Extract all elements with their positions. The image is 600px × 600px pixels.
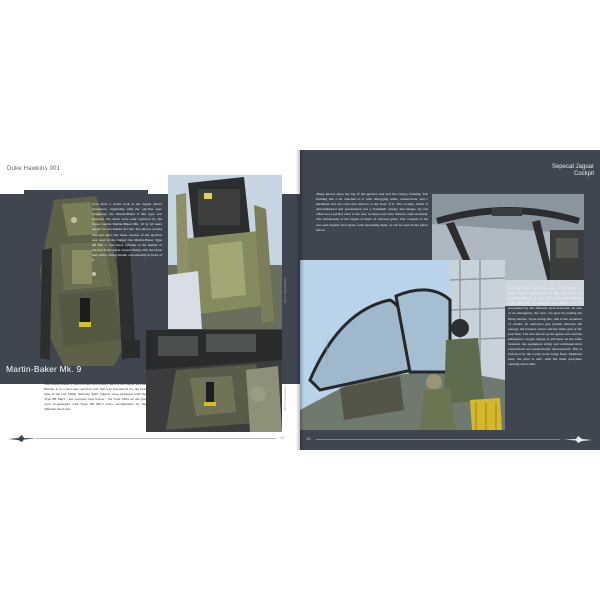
seat-description-paragraph: The Martin-Baker 9 ejection seat was mainly used in the Jaguar and the Harrier. It is a zero-zero ejection seat that was introduced for the first time in the late 1960s. Initially, RAF Jaguars were equipped with the Type 9B Mk.2 - see opposite page below - but from 1984 on, the jets were re-equipped with Type 9B Mk.3 seats, recognizable by the different head-rest. [44, 382, 146, 412]
left-page-number: 12 [280, 435, 285, 440]
left-page-header: Duke Hawkins 001 [7, 166, 61, 172]
seat-pan-photo [146, 330, 282, 432]
left-footer-rule [36, 438, 276, 439]
jet-silhouette-icon-right [564, 435, 592, 443]
seat-headrest-photo [168, 175, 282, 329]
ejection-sequence-paragraph: Left, this photo shows the view of an Indian Air Force Jaguar getting out of the office after a training mission. It also shows the Martin-Baker Type 9B Mk. 2 ejection seat which can be recognized by the different style head-rest. In case of an emergency, the crew can eject by pulling the firing handle. Upon doing this, this is the sequence of events: an explosive gas system jettisons the canopy, the harness retract and the main gun of the seat fires. The seat moves up the guide rails and the emergency oxygen supply is activated. At the same moment, the equipment string and communication connections are automatically disconnected. This is followed by the rocket pack being fired. Moments later, the pilot is safe, with his main parachute opening above him. [508, 286, 582, 367]
right-page-header [552, 164, 594, 178]
right-page-number: 13 [306, 436, 311, 441]
right-header-subtitle: Cockpit [573, 171, 594, 177]
canopy-paragraph: These photos show the top of the ejection seat and the canopy framing. The framing has a lot attached to it with defogging tubes, connections, and a handhold and two rear-view mirrors at the front of it. The cockpit, which is airconditioned and pressurized, has a clamshell canopy that hinges aft, but offers not a perfect view to the rear, so these rear-view mirrors come in handy. The windscreen of the Jaguar is made of armored glass. The cockpits of the two-seat Jaguars have glass, wall separating them, as can be seen in the photo below. [316, 192, 428, 232]
right-footer-rule [316, 439, 560, 440]
right-header-title: Sepecat Jaguar [551, 164, 594, 170]
photo-credit-headrest: Photo: Duke Hawkins [284, 278, 287, 303]
photo-credit-cockpit: Photo: Indian Air Force [326, 340, 329, 367]
book-gutter [296, 150, 304, 450]
jaguar-cockpit-photo [300, 260, 505, 430]
jet-silhouette-icon [8, 434, 36, 442]
seat-intro-paragraph: Let's have a closer look at the Jaguar pilot's workplace, beginning with the ejection seat. Originally, the Martin-Baker 9 Mk type was selected, but these were later replaced by the more capable Martin-Baker Mk. 10 by all users except for the Armée de l'Air. The photos around this text show the latest version of the ejection seat used in the Jaguar: the Martin-Baker Type 9B Mk. 2. The black cylinder in the middle of the seat is the quick release fitting with the black and yellow firing handle conveniently in front of it. [92, 202, 162, 263]
seat-section-title: Martin-Baker Mk. 9 [6, 364, 82, 374]
photo-credit-seat-pan: Photo: Duke Hawkins [284, 386, 287, 411]
right-page [300, 150, 600, 450]
left-page [0, 150, 300, 450]
